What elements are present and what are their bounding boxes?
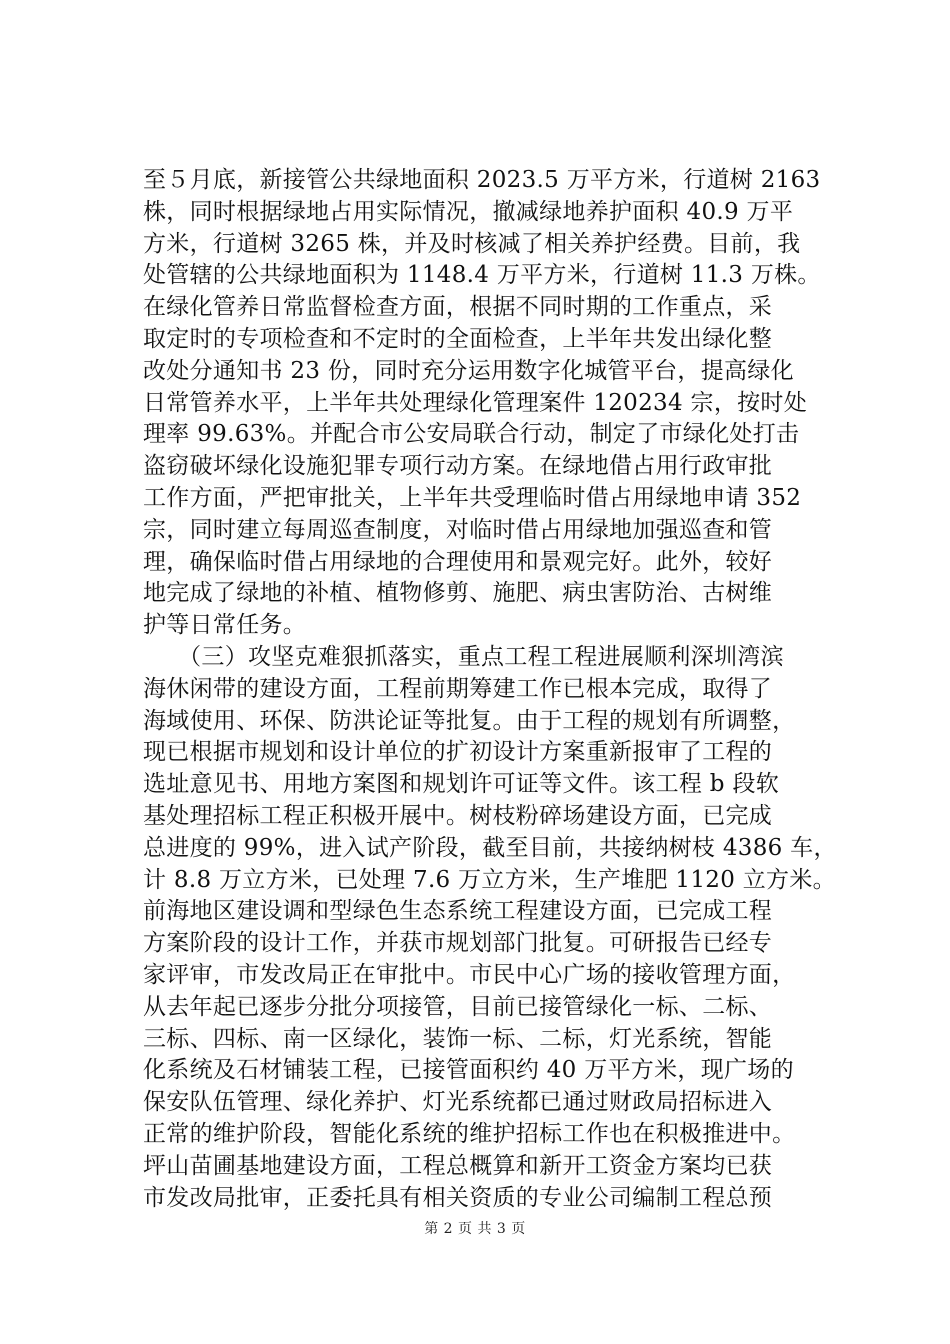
text-line: 计 8.8 万立方米，已处理 7.6 万立方米，生产堆肥 1120 立方米。: [143, 866, 836, 893]
text-line: 工作方面，严把审批关，上半年共受理临时借占用绿地申请 352: [143, 484, 802, 511]
text-line: 选址意见书、用地方案图和规划许可证等文件。该工程 b 段软: [143, 771, 780, 798]
text-line: （三）攻坚克难狠抓落实，重点工程工程进展顺利深圳湾滨: [143, 643, 784, 670]
text-line: 基处理招标工程正积极开展中。树枝粉碎场建设方面，已完成: [143, 802, 773, 829]
text-line: 改处分通知书 23 份，同时充分运用数字化城管平台，提高绿化: [143, 357, 794, 384]
text-line: 保安队伍管理、绿化养护、灯光系统都已通过财政局招标进入: [143, 1089, 773, 1116]
text-line: 化系统及石材铺装工程，已接管面积约 40 万平方米，现广场的: [143, 1057, 794, 1084]
text-line: 株，同时根据绿地占用实际情况，撤减绿地养护面积 40.9 万平: [143, 198, 794, 225]
text-line: 处管辖的公共绿地面积为 1148.4 万平方米，行道树 11.3 万株。: [143, 262, 821, 289]
text-line: 家评审，市发改局正在审批中。市民中心广场的接收管理方面，: [143, 961, 796, 988]
text-line: 在绿化管养日常监督检查方面，根据不同时期的工作重点，采: [143, 294, 773, 321]
text-line: 地完成了绿地的补植、植物修剪、施肥、病虫害防治、古树维: [143, 580, 773, 607]
text-line: 海休闲带的建设方面，工程前期筹建工作已根本完成，取得了: [143, 675, 773, 702]
text-line: 取定时的专项检查和不定时的全面检查，上半年共发出绿化整: [143, 325, 773, 352]
text-line: 总进度的 99%，进入试产阶段，截至目前，共接纳树枝 4386 车，: [143, 834, 837, 861]
text-line: 海域使用、环保、防洪论证等批复。由于工程的规划有所调整，: [143, 707, 796, 734]
body-text: [143, 165, 837, 1214]
text-line: 盗窃破坏绿化设施犯罪专项行动方案。在绿地借占用行政审批: [143, 453, 773, 480]
text-line: 现已根据市规划和设计单位的扩初设计方案重新报审了工程的: [143, 739, 773, 766]
text-line: 至５月底，新接管公共绿地面积 2023.5 万平方米，行道树 2163: [143, 167, 821, 193]
text-line: 护等日常任务。: [143, 612, 307, 639]
text-line: 正常的维护阶段，智能化系统的维护招标工作也在积极推进中。: [143, 1120, 796, 1147]
text-line: 坪山苗圃基地建设方面，工程总概算和新开工资金方案均已获: [143, 1152, 773, 1179]
text-line: 前海地区建设调和型绿色生态系统工程建设方面，已完成工程: [143, 898, 773, 925]
page-number-footer: 第 2 页 共 3 页: [424, 1221, 526, 1237]
text-line: 理，确保临时借占用绿地的合理使用和景观完好。此外，较好: [143, 548, 773, 575]
text-line: 方米，行道树 3265 株，并及时核减了相关养护经费。目前，我: [143, 230, 801, 257]
text-line: 理率 99.63%。并配合市公安局联合行动，制定了市绿化处打击: [143, 421, 800, 448]
text-line: 从去年起已逐步分批分项接管，目前已接管绿化一标、二标、: [143, 993, 773, 1020]
text-line: 三标、四标、南一区绿化，装饰一标、二标，灯光系统，智能: [143, 1025, 773, 1052]
text-line: 方案阶段的设计工作，并获市规划部门批复。可研报告已经专: [143, 930, 773, 957]
text-line: 宗，同时建立每周巡查制度，对临时借占用绿地加强巡查和管: [143, 516, 773, 543]
text-line: 日常管养水平，上半年共处理绿化管理案件 120234 宗，按时处: [143, 389, 808, 416]
text-line: 市发改局批审，正委托具有相关资质的专业公司编制工程总预: [143, 1184, 773, 1211]
